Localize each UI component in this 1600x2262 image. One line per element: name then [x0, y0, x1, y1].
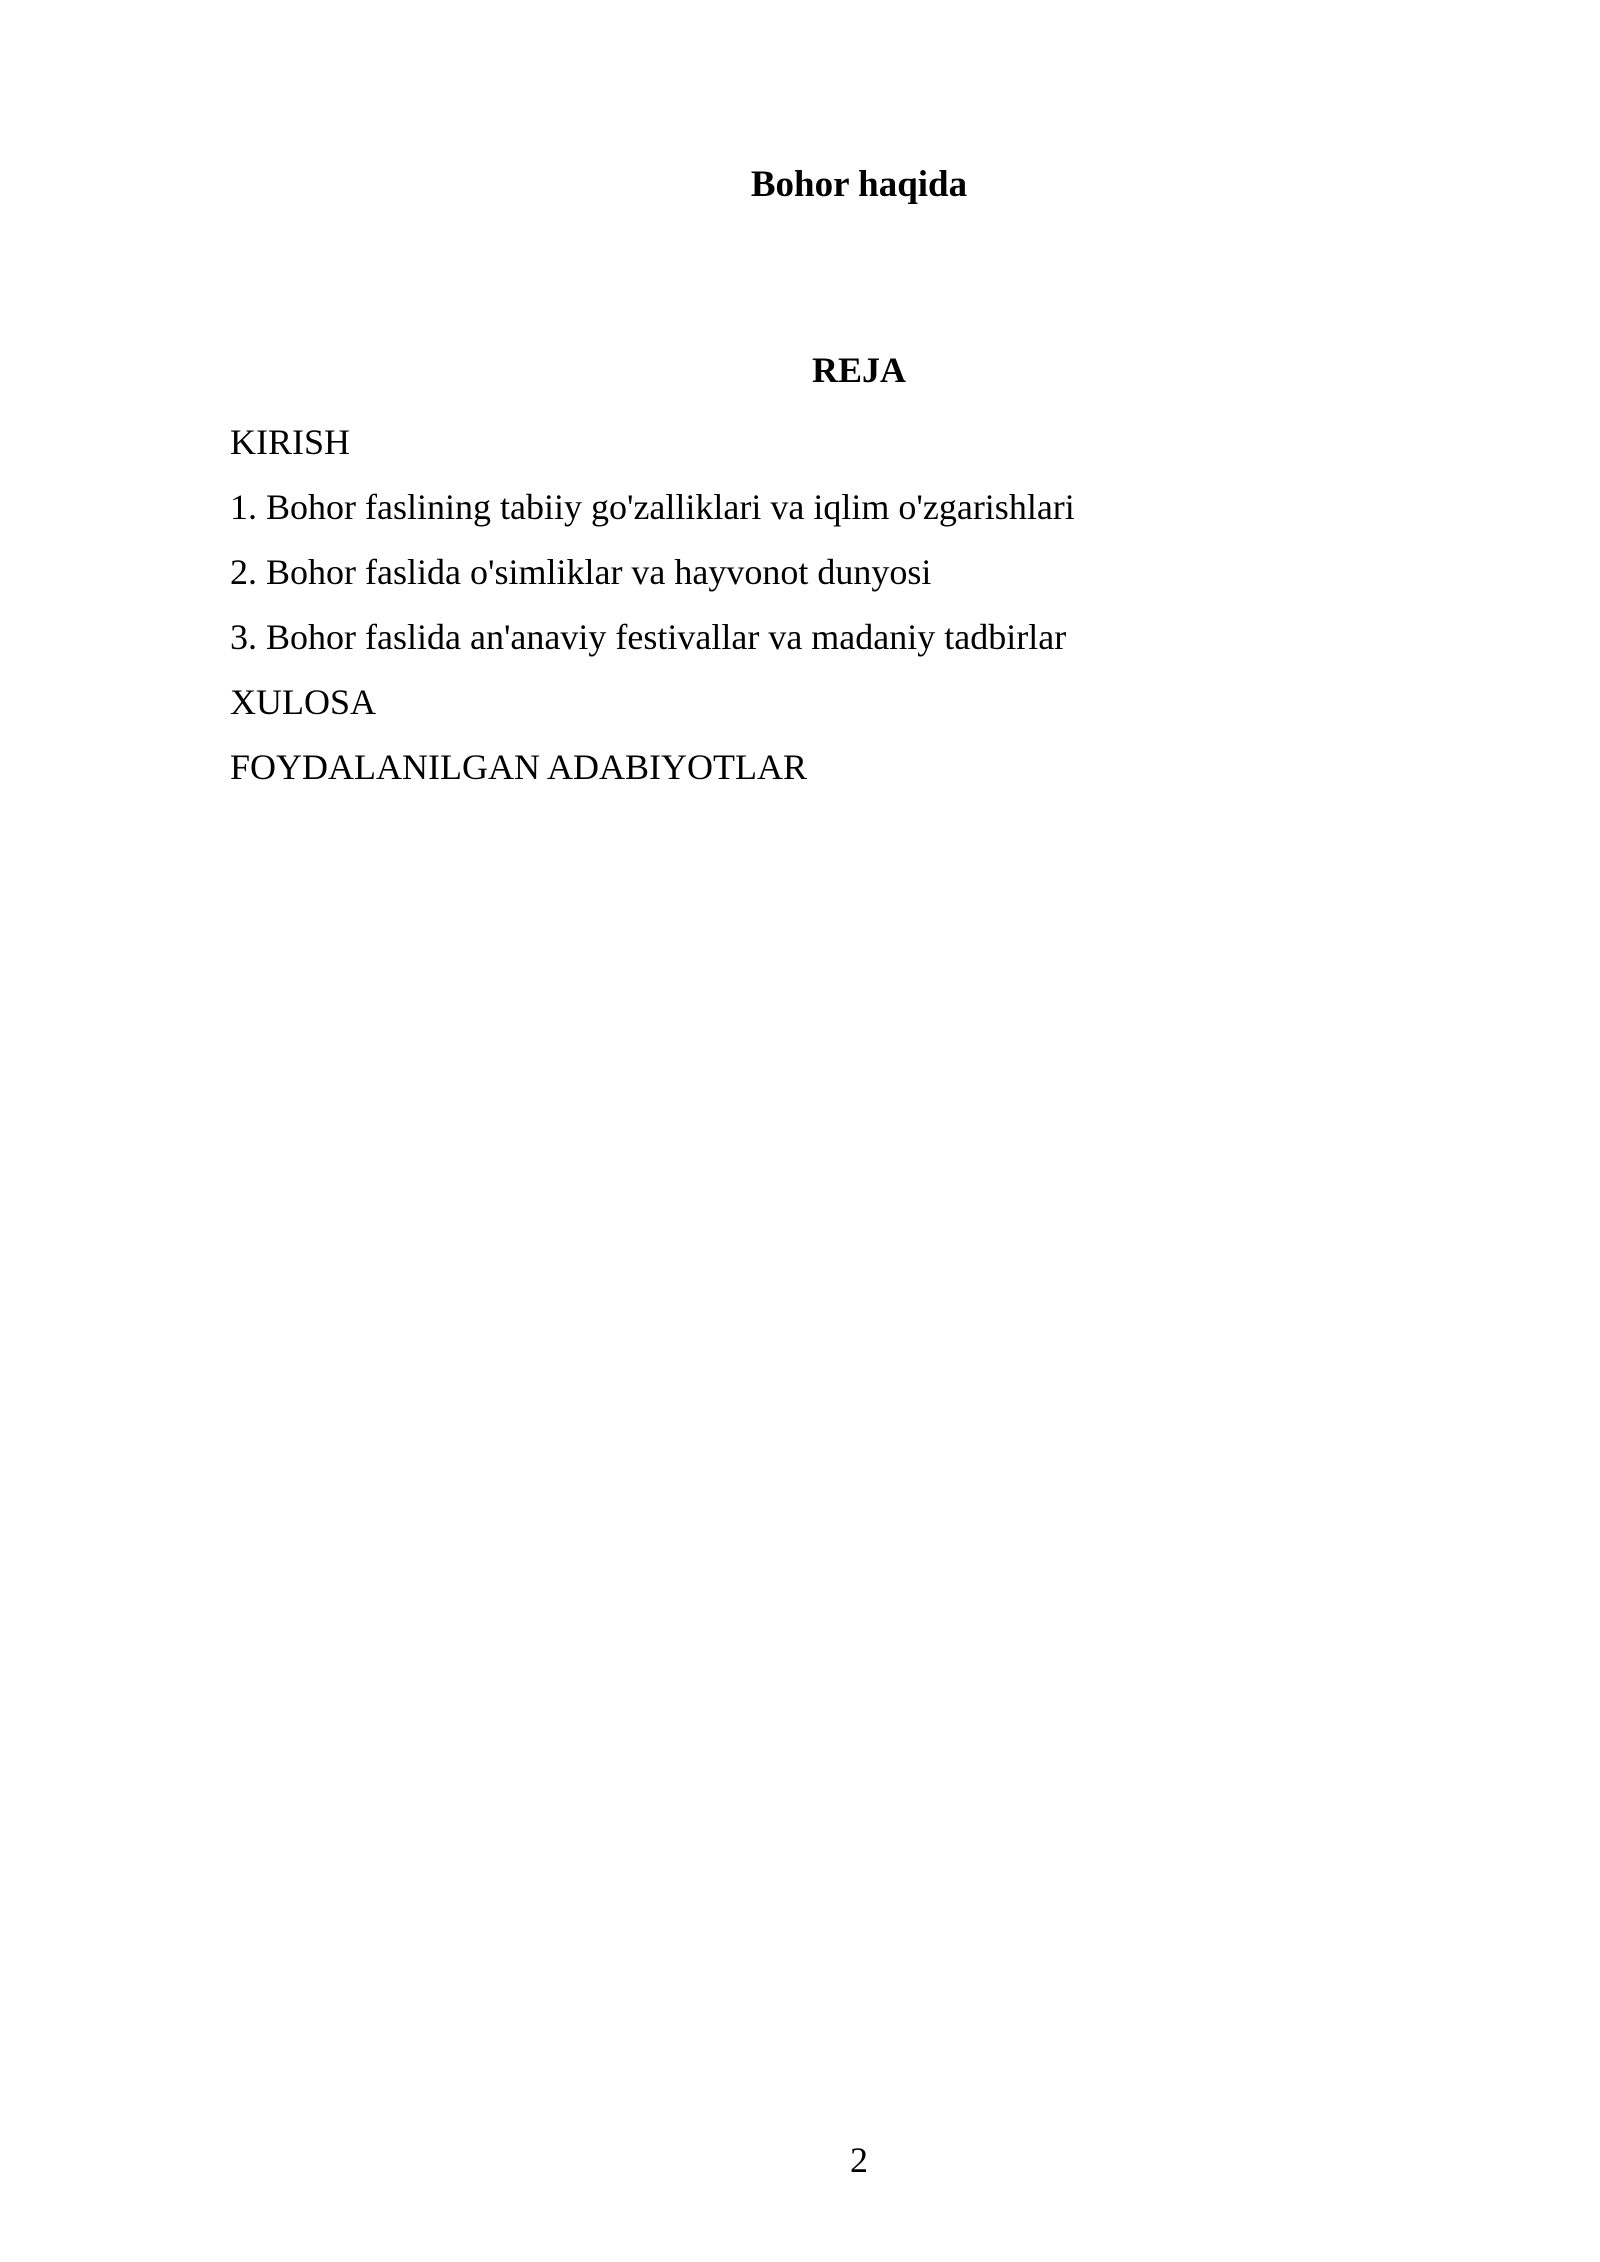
document-title: Bohor haqida: [750, 164, 968, 205]
plan-heading: REJA: [811, 350, 906, 390]
plan-item-3: 3. Bohor faslida an'anaviy festivallar va madaniy tadbirlar: [230, 617, 1067, 657]
plan-item-references: FOYDALANILGAN ADABIYOTLAR: [230, 747, 807, 787]
plan-item-2: 2. Bohor faslida o'simliklar va hayvonot dunyosi: [230, 552, 932, 592]
plan-item-1: 1. Bohor faslining tabiiy go'zalliklari va iqlim o'zgarishlari: [230, 487, 1075, 527]
page-number: 2: [850, 2140, 868, 2180]
plan-item-conclusion: XULOSA: [230, 682, 377, 722]
plan-item-introduction: KIRISH: [230, 422, 351, 462]
plan-list: [230, 420, 1430, 810]
